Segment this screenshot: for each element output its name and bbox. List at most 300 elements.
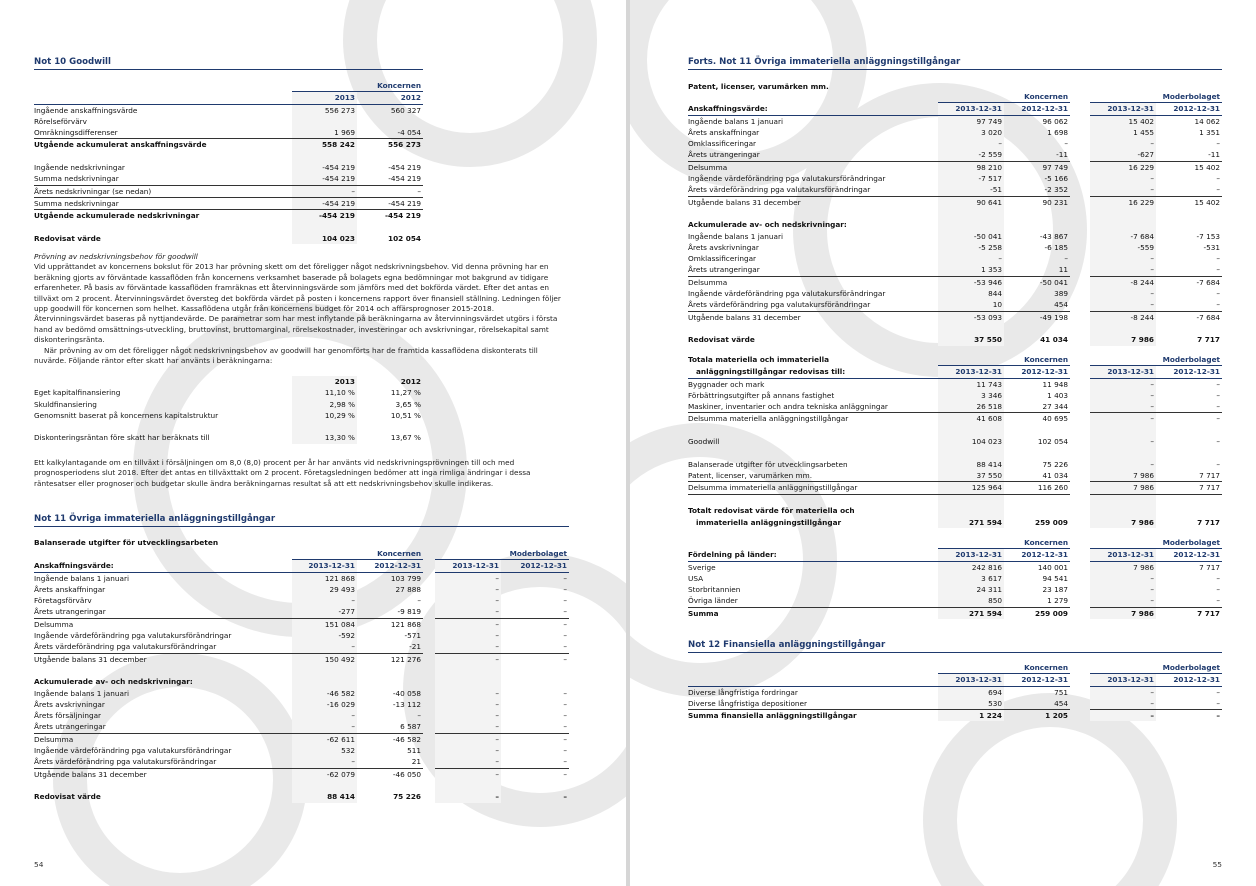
section-heading: Anskaffningsvärde: xyxy=(34,560,292,572)
table-cell: -454 219 xyxy=(384,211,422,221)
section-heading: Fördelning på länder: xyxy=(688,549,938,561)
table-cell: -454 219 xyxy=(388,163,422,173)
table-cell: – xyxy=(1156,184,1222,196)
table-row xyxy=(688,196,1222,208)
table-cell: 7 717 xyxy=(1156,482,1222,494)
table-cell: 7 986 xyxy=(1090,470,1156,482)
table-cell: – xyxy=(563,619,568,629)
table-cell: -53 946 xyxy=(938,276,1004,288)
group-header: Moderbolaget xyxy=(1090,537,1222,549)
table-cell: 751 xyxy=(1054,687,1069,697)
table-cell: 10 xyxy=(938,299,1004,311)
table-cell: 2012-12-31 xyxy=(1156,549,1222,561)
table-cell: Företagsförvärv xyxy=(34,596,92,606)
note12-title: Not 12 Finansiella anläggningstillgångar xyxy=(688,640,1222,653)
table-cell: Delsumma xyxy=(34,734,74,744)
table-cell: Utgående balans 31 december xyxy=(34,769,147,779)
table-cell: 140 001 xyxy=(1037,562,1069,572)
table-cell: Årets anskaffningar xyxy=(34,584,106,594)
table-row xyxy=(688,311,1222,323)
table-row xyxy=(688,710,1222,722)
table-cell: 2013-12-31 xyxy=(435,560,501,572)
table-row xyxy=(688,470,1222,482)
table-cell: – xyxy=(1156,264,1222,276)
table-cell: 10,51 % xyxy=(390,410,421,420)
table-row xyxy=(688,299,1222,311)
table-cell: 6 587 xyxy=(357,721,423,733)
table-cell: 27 888 xyxy=(395,584,422,594)
table-cell: 556 273 xyxy=(292,104,357,116)
table-cell: Utgående balans 31 december xyxy=(688,312,801,322)
table-row xyxy=(688,253,1222,264)
table-cell: -454 219 xyxy=(292,173,357,185)
paragraph: Vid upprättandet av koncernens bokslut för 2013 har prövning skett om det föreligger något nedskrivningsbehov. Vid denna prövning har en beräkning gjorts av förväntade kassaflöden från koncernens verksamhet baserade på bolagets egna bedömningar mot bakgrund av tidigare erfarenheter. På basis av förväntade kassaflöden framräknas ett återvinningsvärde som jämförs med det bokförda värdet. Efter det antas en tillväxt om 2 procent. Återvinningsvärdet översteg det bokförda värdet på posten i koncernens rapport över finansiell ställning. Ledningen följer upp goodwill för koncernen som helhet. Kassaflödena utgår från koncernens budget för 2014 och affärsprognoser 2015-2018. Återvinningsvärdet baseras på nyttjandevärde. De parametrar som har mest inflytande på beräkningarna av återvinningsvärdet utgörs i första hand av bedömd omsättnings-utveckling, bruttovinst, bruttomarginal, rörelsekostnader, investeringar och avskrivningar, rörelsekapital samt diskonteringsränta. xyxy=(34,262,561,345)
group-header: Koncernen xyxy=(938,354,1070,366)
table-cell: Ingående värdeförändring pga valutakursförändringar xyxy=(34,746,232,756)
table-cell: 2013-12-31 xyxy=(938,674,1004,686)
table-row xyxy=(34,139,423,151)
table-cell: Ingående nedskrivningar xyxy=(34,163,125,173)
table-cell: Ingående värdeförändring pga valutakursförändringar xyxy=(688,174,886,184)
table-cell: Storbritannien xyxy=(688,585,741,595)
table-cell: Årets utrangeringar xyxy=(688,264,938,276)
table-cell: Årets värdeförändring pga valutakursförändringar xyxy=(688,299,938,311)
table-cell: Ackumulerade av- och nedskrivningar: xyxy=(688,220,847,230)
table-cell: Delsumma xyxy=(688,277,728,287)
group-header: Koncernen xyxy=(938,91,1070,103)
table-cell: 41 608 xyxy=(938,413,1004,425)
table-cell: 94 541 xyxy=(1042,573,1069,583)
table-cell: – xyxy=(563,631,568,641)
development-costs-table xyxy=(34,548,569,803)
table-cell: -8 244 xyxy=(1090,311,1156,323)
table-cell: Årets avskrivningar xyxy=(688,242,759,252)
table-row xyxy=(688,276,1222,288)
table-cell: 15 402 xyxy=(1194,162,1221,172)
table-cell: Summa nedskrivningar xyxy=(34,173,292,185)
group-header: Koncernen xyxy=(938,662,1070,674)
goodwill-text xyxy=(34,252,564,366)
table-cell: 16 229 xyxy=(1090,161,1156,173)
table-cell: 2012-12-31 xyxy=(357,560,423,572)
table-row xyxy=(688,149,1222,161)
table-row xyxy=(34,699,569,710)
table-cell: 13,67 % xyxy=(390,433,421,443)
table-cell: Totala materiella och immateriella xyxy=(688,355,829,365)
table-cell: 121 868 xyxy=(292,572,357,584)
table-cell: Patent, licenser, varumärken mm. xyxy=(688,470,938,482)
table-cell: -277 xyxy=(292,606,357,618)
table-cell: 2013-12-31 xyxy=(938,103,1004,115)
year-header: 2012 xyxy=(400,377,421,386)
table-cell: -7 684 xyxy=(1090,231,1156,242)
table-cell: -454 219 xyxy=(357,173,423,185)
table-row xyxy=(688,413,1222,425)
table-row xyxy=(34,185,423,197)
table-cell: -7 684 xyxy=(1196,277,1221,287)
table-cell: – xyxy=(1156,698,1222,710)
page-number: 54 xyxy=(34,860,44,869)
table-cell: Årets anskaffningar xyxy=(688,127,760,137)
table-cell: -454 219 xyxy=(357,197,423,209)
table-cell: – xyxy=(435,572,501,584)
table-cell: 532 xyxy=(292,745,357,756)
table-row xyxy=(34,210,423,222)
table-cell: – xyxy=(1156,299,1222,311)
table-cell: – xyxy=(563,711,568,721)
table-cell: Rörelseförvärv xyxy=(34,116,87,126)
note11-title: Not 11 Övriga immateriella anläggningstillgångar xyxy=(34,514,569,527)
year-header: 2013 xyxy=(292,92,357,104)
table-cell: 3 346 xyxy=(938,390,1004,401)
table-cell: – xyxy=(1216,687,1221,697)
table-cell: Balanserade utgifter för utvecklingsarbeten xyxy=(688,459,848,469)
table-cell: -13 112 xyxy=(392,699,422,709)
table-row xyxy=(688,686,1222,698)
table-cell: -53 093 xyxy=(938,311,1004,323)
table-cell: – xyxy=(1216,414,1221,424)
table-cell: 2013-12-31 xyxy=(938,549,1004,561)
table-cell: Årets försäljningar xyxy=(34,711,102,721)
table-cell: 7 986 xyxy=(1090,607,1156,619)
table-cell: 29 493 xyxy=(292,584,357,595)
table-cell: Årets värdeförändring pga valutakursförändringar xyxy=(34,641,292,653)
table-cell: 15 402 xyxy=(1194,197,1221,207)
table-cell: -6 185 xyxy=(1044,242,1069,252)
table-row xyxy=(34,173,423,185)
table-cell: – xyxy=(1216,139,1221,149)
table-cell: 75 226 xyxy=(393,792,422,802)
table-cell: 560 327 xyxy=(390,105,422,115)
table-row xyxy=(34,572,569,584)
table-cell: 1 698 xyxy=(1047,127,1069,137)
table-cell: 259 009 xyxy=(1035,517,1069,527)
table-cell: – xyxy=(292,185,357,197)
table-cell: 2012-12-31 xyxy=(1004,366,1070,378)
table-cell: – xyxy=(501,756,569,768)
table-cell: – xyxy=(1090,390,1156,401)
table-cell: – xyxy=(1090,686,1156,698)
table-cell: 75 226 xyxy=(1042,459,1069,469)
table-cell: – xyxy=(1090,184,1156,196)
table-row xyxy=(688,231,1222,242)
table-row xyxy=(34,688,569,699)
table-row xyxy=(34,733,569,745)
section-heading: Anskaffningsvärde: xyxy=(688,103,938,115)
table-cell: – xyxy=(1216,390,1221,400)
table-cell: 121 868 xyxy=(390,619,422,629)
table-cell: -559 xyxy=(1090,242,1156,253)
table-cell: – xyxy=(1216,379,1221,389)
table-cell: -46 050 xyxy=(392,769,422,779)
table-cell: – xyxy=(1156,595,1222,607)
table-cell: Genomsnitt baserat på koncernens kapitalstruktur xyxy=(34,410,219,420)
table-cell: Utgående ackumulerat anskaffningsvärde xyxy=(34,140,207,150)
table-cell: 41 034 xyxy=(1040,335,1069,345)
text-subheading: Prövning av nedskrivningsbehov för goodwill xyxy=(34,252,198,261)
table-cell: 104 023 xyxy=(292,233,357,244)
table-cell: Totalt redovisat värde för materiella och xyxy=(688,506,855,516)
table-row xyxy=(34,197,423,209)
table-cell: Årets utrangeringar xyxy=(688,149,938,161)
table-cell: 13,30 % xyxy=(292,432,357,443)
table-cell: – xyxy=(1090,413,1156,425)
table-cell: Diskonteringsräntan före skatt har beräknats till xyxy=(34,433,210,443)
table-cell: 21 xyxy=(357,756,423,768)
table-cell: – xyxy=(292,721,357,733)
table-cell: – xyxy=(435,733,501,745)
table-cell: 11,27 % xyxy=(390,388,421,398)
table-cell: 2013-12-31 xyxy=(292,560,357,572)
table-cell: – xyxy=(435,699,501,710)
patents-table xyxy=(688,91,1222,346)
group-header: Koncernen xyxy=(292,80,423,92)
table-cell xyxy=(357,116,423,127)
table-row xyxy=(34,630,569,641)
group-header: Moderbolaget xyxy=(1090,662,1222,674)
table-cell: Delsumma immateriella anläggningstillgångar xyxy=(688,482,938,494)
table-cell: – xyxy=(417,596,422,606)
table-cell: 40 695 xyxy=(1042,414,1069,424)
table-cell: 454 xyxy=(1004,698,1070,710)
note10-title: Not 10 Goodwill xyxy=(34,57,423,70)
goodwill-table xyxy=(34,80,423,244)
table-cell: -4 054 xyxy=(357,127,423,139)
table-cell: – xyxy=(435,630,501,641)
table-cell: -50 041 xyxy=(938,231,1004,242)
table-cell: 3,65 % xyxy=(395,399,421,409)
table-cell: 96 062 xyxy=(1042,116,1069,126)
table-row xyxy=(688,482,1222,494)
table-row xyxy=(688,242,1222,253)
table-cell: -7 684 xyxy=(1196,312,1221,322)
table-cell: – xyxy=(357,185,423,197)
table-cell: – xyxy=(292,756,357,768)
table-row xyxy=(688,517,1222,528)
table-cell: 2012-12-31 xyxy=(1004,549,1070,561)
table-cell: 90 231 xyxy=(1042,197,1069,207)
table-cell: – xyxy=(417,711,422,721)
table-cell: Summa finansiella anläggningstillgångar xyxy=(688,711,857,721)
table-cell: 11 xyxy=(1004,264,1070,276)
right-page xyxy=(630,0,1256,886)
table-cell: – xyxy=(435,584,501,595)
table-row xyxy=(688,401,1222,413)
table-cell: 88 414 xyxy=(292,791,357,802)
table-cell: 90 641 xyxy=(938,196,1004,208)
table-cell: 1 279 xyxy=(1004,595,1070,607)
table-cell: -531 xyxy=(1203,242,1221,252)
table-cell: – xyxy=(435,641,501,653)
table-cell: 271 594 xyxy=(938,517,1004,528)
table-cell: 7 717 xyxy=(1156,470,1222,482)
table-cell: 7 717 xyxy=(1197,517,1221,527)
table-row xyxy=(688,264,1222,276)
table-cell: Årets utrangeringar xyxy=(34,721,292,733)
table-cell: 1 403 xyxy=(1047,390,1069,400)
table-cell: 98 210 xyxy=(938,161,1004,173)
table-cell: 271 594 xyxy=(938,607,1004,619)
table-cell: Sverige xyxy=(688,562,716,572)
table-row xyxy=(688,573,1222,584)
table-row xyxy=(688,334,1222,345)
table-cell: – xyxy=(1064,254,1069,264)
table-cell: Årets utrangeringar xyxy=(34,606,292,618)
table-cell: 151 084 xyxy=(292,618,357,630)
table-cell: -43 867 xyxy=(1039,231,1069,241)
table-cell: -5 166 xyxy=(1044,174,1069,184)
table-cell: Delsumma xyxy=(34,619,74,629)
table-cell: -2 559 xyxy=(938,149,1004,161)
table-cell: Skuldfinansiering xyxy=(34,399,97,409)
table-cell: – xyxy=(435,710,501,721)
table-cell: Byggnader och mark xyxy=(688,379,765,389)
table-cell: – xyxy=(563,699,568,709)
table-cell: – xyxy=(435,618,501,630)
table-cell: – xyxy=(563,654,568,664)
table-cell: – xyxy=(292,710,357,721)
section-heading xyxy=(688,219,1222,230)
table-cell: 1 224 xyxy=(938,710,1004,722)
table-row xyxy=(688,698,1222,710)
table-cell: 3 020 xyxy=(938,127,1004,138)
table-cell: 125 964 xyxy=(938,482,1004,494)
table-cell: 1 353 xyxy=(938,264,1004,276)
table-cell: 3 617 xyxy=(938,573,1004,584)
table-cell: 37 550 xyxy=(938,334,1004,345)
table-cell: 7 717 xyxy=(1197,335,1221,345)
table-cell: Summa nedskrivningar xyxy=(34,197,292,209)
table-cell: -8 244 xyxy=(1090,276,1156,288)
table-cell: – xyxy=(1090,173,1156,184)
table-cell: – xyxy=(435,595,501,606)
table-cell: 2012-12-31 xyxy=(1004,103,1070,115)
table-cell: -46 582 xyxy=(392,734,422,744)
table-cell: -40 058 xyxy=(392,688,422,698)
table-cell: Ingående balans 1 januari xyxy=(688,231,783,241)
table-cell: 27 344 xyxy=(1004,401,1070,413)
table-row xyxy=(34,104,423,116)
table-cell: Ingående värdeförändring pga valutakursförändringar xyxy=(688,289,886,299)
table-row xyxy=(688,115,1222,127)
table-cell: – xyxy=(1090,698,1156,710)
table-cell: 2013-12-31 xyxy=(1090,366,1156,378)
table-cell: 7 986 xyxy=(1090,482,1156,494)
table-row xyxy=(34,233,423,244)
forts-note11-title: Forts. Not 11 Övriga immateriella anläggningstillgångar xyxy=(688,57,1222,70)
table-cell: Redovisat värde xyxy=(34,792,101,802)
table-cell: Ingående balans 1 januari xyxy=(688,116,783,126)
table-cell: 150 492 xyxy=(292,653,357,665)
table-cell: 11 948 xyxy=(1042,379,1069,389)
table-cell: 694 xyxy=(938,686,1004,698)
table-cell: 1 455 xyxy=(1090,127,1156,138)
table-cell: Redovisat värde xyxy=(688,335,755,345)
financial-assets-table xyxy=(688,662,1222,721)
table-cell: Delsumma xyxy=(688,162,728,172)
table-cell: -9 819 xyxy=(357,606,423,618)
table-row xyxy=(34,432,423,443)
paragraph: Ett kalkylantagande om en tillväxt i försäljningen om 8,0 (8,0) procent per år har använts vid nedskrivningsprövningen till och med prognosperiodens slut 2018. Efter det antas en tillväxttakt om 2 procent. Företagsledningen bedömer att inga rimliga ändringar i dessa räntesatser eller prognoser och budgetar skulle ändra beräkningarnas resultat så att ett nedskrivningsbehov skulle indikeras. xyxy=(34,458,531,488)
table-row xyxy=(688,184,1222,196)
table-cell: -21 xyxy=(357,641,423,653)
group-header: Koncernen xyxy=(292,548,423,560)
table-cell: 11,10 % xyxy=(292,387,357,398)
left-page xyxy=(0,0,626,886)
table-cell: – xyxy=(1090,288,1156,299)
table-cell: – xyxy=(1216,573,1221,583)
table-cell: – xyxy=(501,606,569,618)
table-cell: 11 743 xyxy=(938,378,1004,390)
table-row xyxy=(34,606,569,618)
table-cell: -50 041 xyxy=(1039,277,1069,287)
table-cell: 7 717 xyxy=(1197,608,1221,618)
table-cell: – xyxy=(938,138,1004,149)
table-cell: 511 xyxy=(407,746,422,756)
table-cell: – xyxy=(1216,254,1221,264)
table-cell: – xyxy=(938,253,1004,264)
table-cell: 2012-12-31 xyxy=(1156,103,1222,115)
table-cell: 88 414 xyxy=(938,459,1004,470)
table-cell: – xyxy=(435,791,501,802)
table-cell: Årets nedskrivningar (se nedan) xyxy=(34,185,292,197)
table-cell: – xyxy=(563,769,568,779)
table-cell: 7 986 xyxy=(1090,561,1156,573)
table-cell: 259 009 xyxy=(1035,608,1069,618)
table-cell: – xyxy=(1064,139,1069,149)
table-cell: -2 352 xyxy=(1004,184,1070,196)
group-header: Moderbolaget xyxy=(1090,354,1222,366)
table-cell: 242 816 xyxy=(938,561,1004,573)
table-cell: Redovisat värde xyxy=(34,233,101,243)
table-cell: 2012-12-31 xyxy=(1004,674,1070,686)
table-row xyxy=(34,756,569,768)
table-cell: Ackumulerade av- och nedskrivningar: xyxy=(34,677,193,687)
table-cell: – xyxy=(1216,711,1221,721)
table-row xyxy=(688,607,1222,619)
table-cell: 2013-12-31 xyxy=(1090,549,1156,561)
table-cell: Övriga länder xyxy=(688,595,938,607)
table-cell: – xyxy=(1090,710,1156,722)
table-row xyxy=(688,173,1222,184)
table-cell: 556 273 xyxy=(388,140,422,150)
table-cell: 2012-12-31 xyxy=(1156,366,1222,378)
group-header: Moderbolaget xyxy=(435,548,569,560)
table-cell: 23 187 xyxy=(1042,585,1069,595)
table-row xyxy=(688,595,1222,607)
table-cell: 26 518 xyxy=(938,401,1004,413)
table-row xyxy=(688,138,1222,149)
table-cell: 41 034 xyxy=(1004,470,1070,482)
table-cell: – xyxy=(1090,436,1156,447)
table-cell: – xyxy=(435,745,501,756)
table-cell: 104 023 xyxy=(938,436,1004,447)
table-row xyxy=(34,653,569,665)
table-cell: Diverse långfristiga fordringar xyxy=(688,687,798,697)
table-cell: -62 611 xyxy=(292,733,357,745)
table-cell: 102 054 xyxy=(388,233,422,243)
table-cell: immateriella anläggningstillgångar xyxy=(696,517,842,527)
table-row xyxy=(34,641,569,653)
table-cell: Omklassificeringar xyxy=(688,139,757,149)
table-cell: -16 029 xyxy=(292,699,357,710)
table-cell: 454 xyxy=(1004,299,1070,311)
page-number: 55 xyxy=(1212,860,1222,869)
table-cell: Årets avskrivningar xyxy=(34,699,105,709)
table-cell: – xyxy=(563,596,568,606)
table-cell: Utgående balans 31 december xyxy=(34,654,147,664)
table-row xyxy=(34,127,423,139)
